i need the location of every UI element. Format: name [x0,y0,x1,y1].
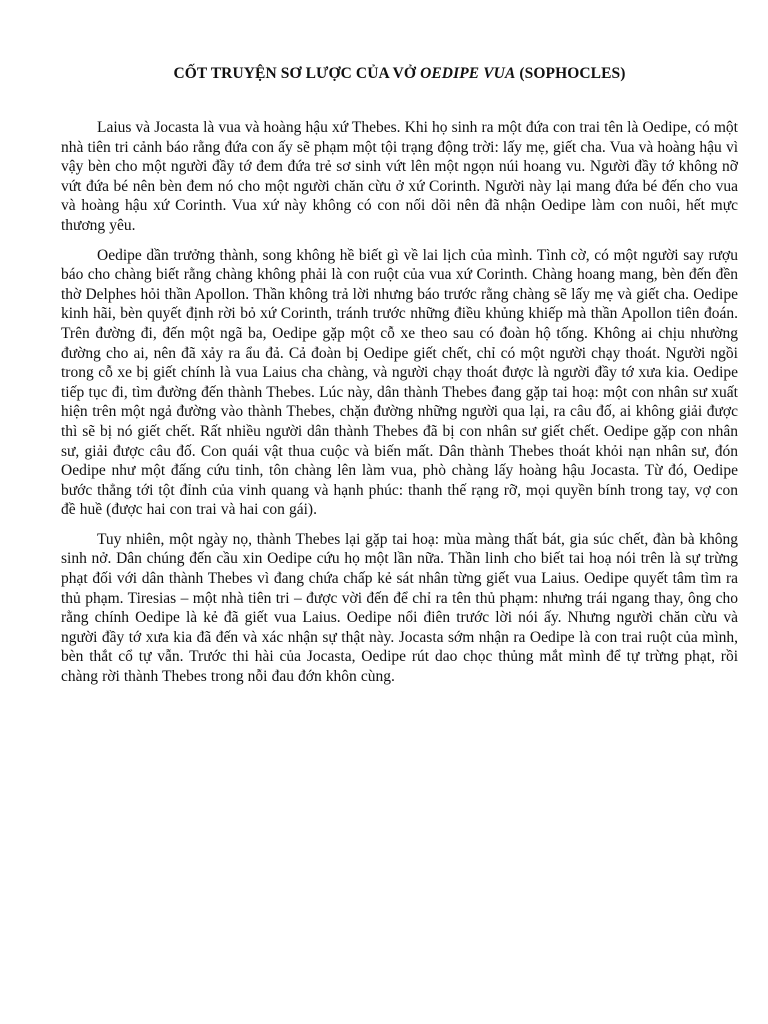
paragraph-3: Tuy nhiên, một ngày nọ, thành Thebes lại gặp tai hoạ: mùa màng thất bát, gia súc chết, đàn bà không sinh nở. Dân chúng đến cầu xin Oedipe cứu họ một lần nữa. Thần linh cho biết tai hoạ nói trên là sự trừng phạt đối với dân thành Thebes vì đang chứa chấp kẻ sát nhân từng giết vua Laius. Oedipe quyết tâm tìm ra thủ phạm. Tiresias – một nhà tiên tri – được vời đến để chỉ ra tên thủ phạm: nhưng trái ngang thay, ông cho rằng chính Oedipe là kẻ đã giết vua Laius. Oedipe nổi điên trước lời nói ấy. Nhưng người chăn cừu và người đầy tớ xưa kia đã đến và xác nhận sự thật này. Jocasta sớm nhận ra Oedipe là con trai ruột của mình, bèn thắt cổ tự vẫn. Trước thi hài của Jocasta, Oedipe rút dao chọc thủng mắt mình để tự trừng phạt, rồi chàng rời thành Thebes trong nỗi đau đớn khôn cùng. [61,530,738,686]
title-play-name: OEDIPE VUA [420,65,516,82]
paragraph-2: Oedipe dần trưởng thành, song không hề biết gì về lai lịch của mình. Tình cờ, có một người say rượu báo cho chàng biết rằng chàng không phải là con ruột của vua xứ Corinth. Chàng hoang mang, bèn đến đền thờ Delphes hỏi thần Apollon. Thần không trả lời nhưng báo trước rằng chàng sẽ lấy mẹ và giết cha. Oedipe kinh hãi, bèn quyết định rời bỏ xứ Corinth, tránh trước những điều khủng khiếp mà thần Apollon tiên đoán. Trên đường đi, đến một ngã ba, Oedipe gặp một cỗ xe theo sau có đoàn hộ tống. Không ai chịu nhường đường cho ai, nên đã xảy ra ẩu đả. Cả đoàn bị Oedipe giết chết, chỉ có một người chạy thoát. Người ngồi trong cỗ xe bị giết chính là vua Laius cha chàng, và người chạy thoát được là người đầy tớ xưa kia. Oedipe tiếp tục đi, tìm đường đến thành Thebes. Lúc này, dân thành Thebes đang gặp tai hoạ: một con nhân sư xuất hiện trên một ngả đường vào thành Thebes, chặn đường những người qua lại, ra câu đố, ai không giải được thì sẽ bị nó giết chết. Rất nhiều người dân thành Thebes đã bị con nhân sư giết chết. Oedipe gặp con nhân sư, giải được câu đố. Con quái vật thua cuộc và biến mất. Dân thành Thebes thoát khỏi nạn nhân sư, đón Oedipe như một đấng cứu tinh, tôn chàng lên làm vua, phò chàng lấy hoàng hậu Jocasta. Từ đó, Oedipe bước thẳng tới tột đỉnh của vinh quang và hạnh phúc: thanh thế rạng rỡ, mọi quyền bính trong tay, vợ con đề huề (được hai con trai và hai con gái). [61,246,738,519]
paragraph-1: Laius và Jocasta là vua và hoàng hậu xứ Thebes. Khi họ sinh ra một đứa con trai tên là Oedipe, có một nhà tiên tri cảnh báo rằng đứa con ấy sẽ phạm một tội trạng động trời: lấy mẹ, giết cha. Vua và hoàng hậu vì vậy bèn cho một người đầy tớ đem đứa trẻ sơ sinh vứt lên một ngọn núi hoang vu. Người đầy tớ không nỡ vứt đứa bé nên bèn đem nó cho một người chăn cừu ở xứ Corinth. Người này lại mang đứa bé đến cho vua và hoàng hậu xứ Corinth. Vua xứ này không có con nối dõi nên đã nhận Oedipe làm con nuôi, hết mực thương yêu. [61,119,738,234]
title-prefix: CỐT TRUYỆN SƠ LƯỢC CỦA VỞ [173,65,421,82]
title-suffix: (SOPHOCLES) [515,65,626,82]
document-title [61,64,738,84]
